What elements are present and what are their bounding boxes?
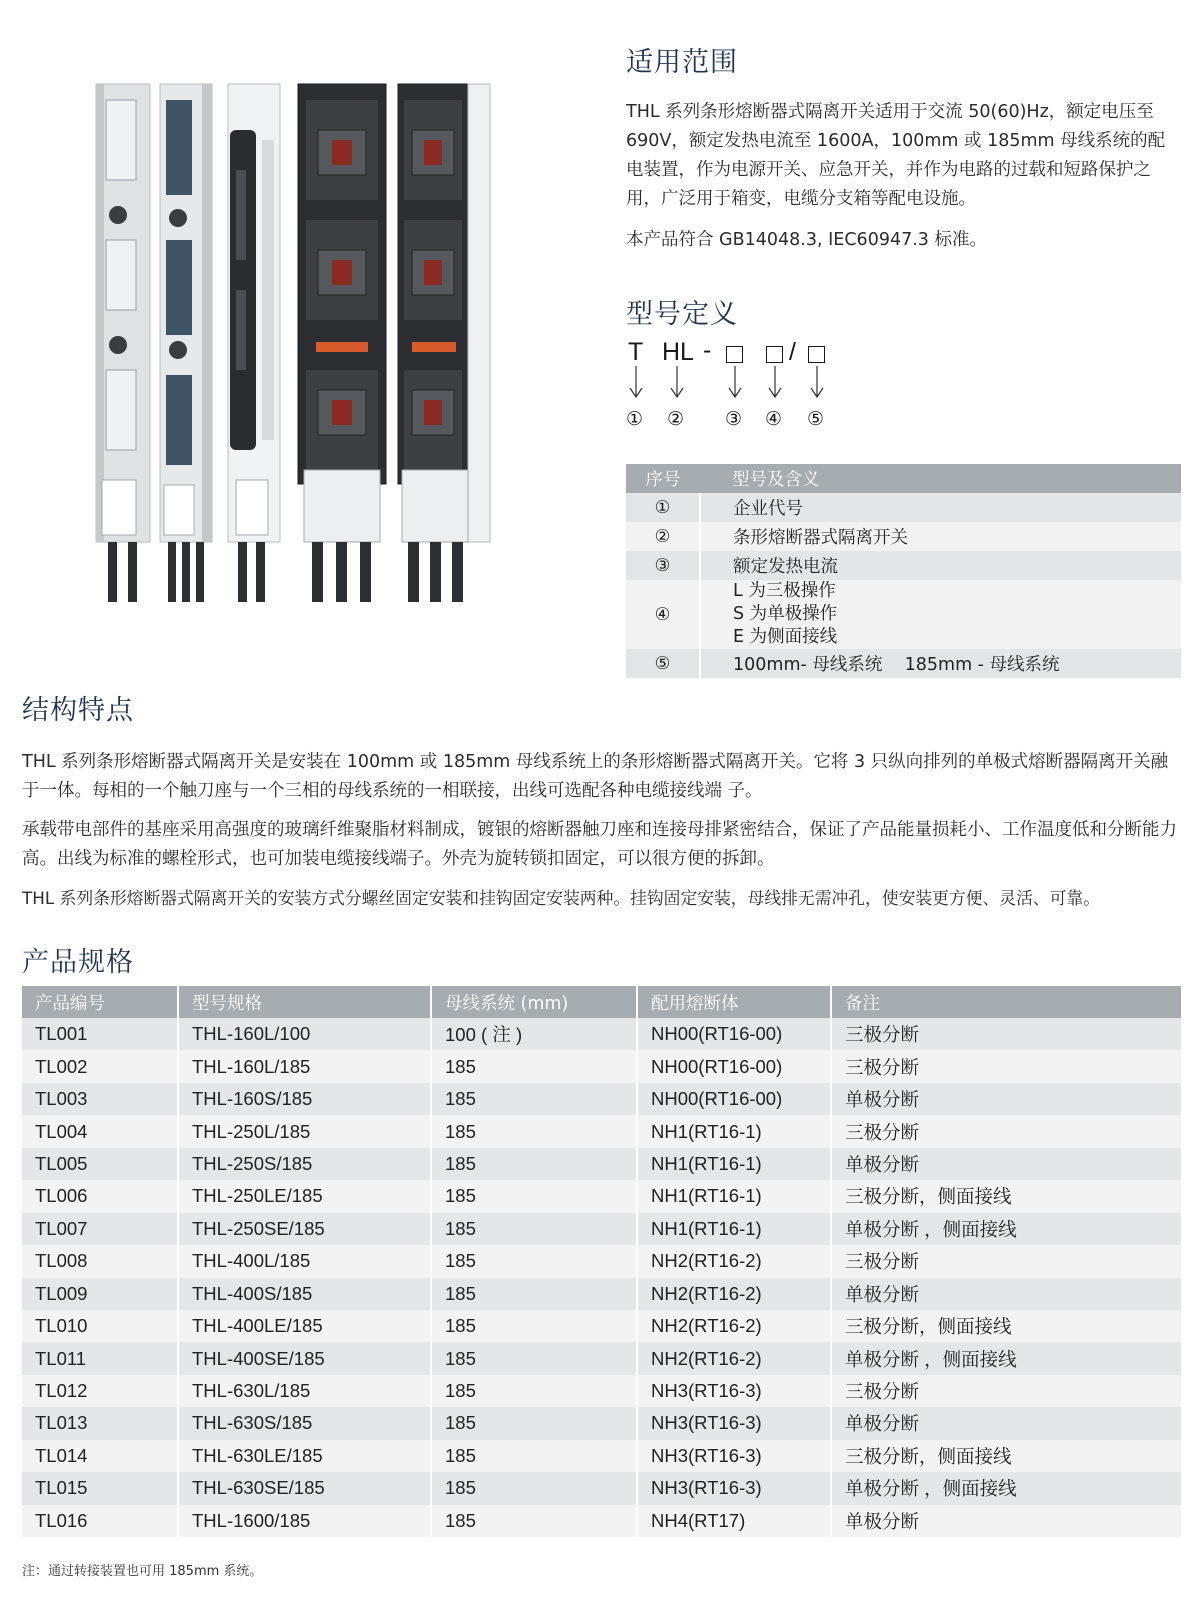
structure-paragraph: THL 系列条形熔断器式隔离开关是安装在 100mm 或 185mm 母线系统上的条形熔断器式隔离开关。它将 3 只纵向排列的单极式熔断器隔离开关融于一体。每相的一个触刀座与一个三相的母线系统的一相联接，出线可选配各种电缆接线端 子。 bbox=[22, 752, 1169, 801]
cell-remark: 三极分断 bbox=[831, 1115, 1181, 1147]
cell-model: THL-400LE/185 bbox=[178, 1310, 431, 1342]
cell-fuse: NH3(RT16-3) bbox=[637, 1407, 831, 1439]
model-char-hl: HL bbox=[662, 338, 694, 366]
cell-busbar: 185 bbox=[431, 1180, 637, 1212]
marker-1: ① bbox=[626, 408, 644, 430]
cell-busbar: 185 bbox=[431, 1342, 637, 1374]
cell-model: THL-400SE/185 bbox=[178, 1342, 431, 1374]
cell-fuse: NH00(RT16-00) bbox=[637, 1050, 831, 1082]
row-meaning: 企业代号 bbox=[700, 493, 1181, 522]
scope-paragraph: THL 系列条形熔断器式隔离开关适用于交流 50(60)Hz，额定电压至 690V，额定发热电流至 1600A，100mm 或 185mm 母线系统的配电装置，作为电源开关、应急开关，并作为电路的过载和短路保护之用，广泛用于箱变，电缆分支箱等配电设施。 bbox=[626, 102, 1166, 209]
row-meaning bbox=[700, 580, 1181, 649]
cell-model: THL-1600/185 bbox=[178, 1505, 431, 1537]
cell-remark: 单极分断 bbox=[831, 1148, 1181, 1180]
table-header-row bbox=[626, 464, 1181, 493]
marker-3: ③ bbox=[725, 408, 743, 430]
footnote: 注：通过转接装置也可用 185mm 系统。 bbox=[22, 1564, 263, 1579]
marker-4: ④ bbox=[765, 408, 783, 430]
cell-remark: 三极分断 bbox=[831, 1245, 1181, 1277]
cell-busbar: 185 bbox=[431, 1505, 637, 1537]
table-row bbox=[22, 1342, 1181, 1374]
cell-model: THL-160S/185 bbox=[178, 1083, 431, 1115]
product-image-1 bbox=[94, 80, 152, 602]
structure-title: 结构特点 bbox=[22, 695, 134, 726]
header-busbar: 母线系统 (mm) bbox=[431, 986, 637, 1018]
cell-model: THL-630LE/185 bbox=[178, 1440, 431, 1472]
down-arrow-icon bbox=[670, 366, 684, 400]
row-meaning: 条形熔断器式隔离开关 bbox=[700, 522, 1181, 551]
cell-product-code: TL003 bbox=[22, 1083, 178, 1115]
table-row bbox=[22, 1407, 1181, 1439]
placeholder-box-4 bbox=[766, 346, 783, 363]
cell-product-code: TL015 bbox=[22, 1472, 178, 1504]
model-title: 型号定义 bbox=[626, 299, 738, 330]
cell-product-code: TL009 bbox=[22, 1278, 178, 1310]
table-row bbox=[626, 522, 1181, 551]
marker-5: ⑤ bbox=[807, 408, 825, 430]
table-row bbox=[22, 1440, 1181, 1472]
cell-model: THL-160L/185 bbox=[178, 1050, 431, 1082]
model-definition-table bbox=[626, 464, 1181, 678]
cell-product-code: TL014 bbox=[22, 1440, 178, 1472]
cell-fuse: NH1(RT16-1) bbox=[637, 1115, 831, 1147]
cell-remark: 单极分断 ，侧面接线 bbox=[831, 1213, 1181, 1245]
cell-remark: 三极分断，侧面接线 bbox=[831, 1310, 1181, 1342]
header-cell: 序号 bbox=[626, 464, 700, 493]
row-meaning: 额定发热电流 bbox=[700, 551, 1181, 580]
structure-text bbox=[22, 748, 1182, 913]
down-arrow-icon bbox=[629, 366, 643, 400]
cell-remark: 三极分断，侧面接线 bbox=[831, 1440, 1181, 1472]
placeholder-box-5 bbox=[808, 346, 825, 363]
cell-busbar: 185 bbox=[431, 1278, 637, 1310]
scope-title: 适用范围 bbox=[626, 47, 738, 78]
cell-busbar: 185 bbox=[431, 1148, 637, 1180]
standard-paragraph: 本产品符合 GB14048.3, IEC60947.3 标准。 bbox=[626, 230, 987, 250]
cell-fuse: NH3(RT16-3) bbox=[637, 1440, 831, 1472]
cell-product-code: TL013 bbox=[22, 1407, 178, 1439]
row-number: ② bbox=[626, 522, 700, 551]
meaning-line: S 为单极操作 bbox=[733, 604, 838, 624]
table-row bbox=[22, 1375, 1181, 1407]
table-row bbox=[22, 1213, 1181, 1245]
cell-busbar: 185 bbox=[431, 1375, 637, 1407]
cell-fuse: NH2(RT16-2) bbox=[637, 1245, 831, 1277]
spec-table-body bbox=[22, 1018, 1181, 1537]
table-row bbox=[22, 1083, 1181, 1115]
product-image-2 bbox=[158, 80, 216, 602]
cell-remark: 单极分断 bbox=[831, 1083, 1181, 1115]
table-row bbox=[22, 1310, 1181, 1342]
down-arrow-icon bbox=[728, 366, 742, 400]
cell-fuse: NH1(RT16-1) bbox=[637, 1213, 831, 1245]
cell-model: THL-250LE/185 bbox=[178, 1180, 431, 1212]
product-spec-table bbox=[22, 986, 1181, 1537]
cell-fuse: NH3(RT16-3) bbox=[637, 1472, 831, 1504]
cell-fuse: NH00(RT16-00) bbox=[637, 1083, 831, 1115]
meaning-line: L 为三极操作 bbox=[733, 581, 836, 601]
table-row bbox=[22, 1180, 1181, 1212]
product-image-5 bbox=[396, 80, 492, 602]
cell-fuse: NH2(RT16-2) bbox=[637, 1278, 831, 1310]
cell-remark: 单极分断 ，侧面接线 bbox=[831, 1472, 1181, 1504]
cell-product-code: TL012 bbox=[22, 1375, 178, 1407]
cell-product-code: TL005 bbox=[22, 1148, 178, 1180]
table-row bbox=[22, 1278, 1181, 1310]
table-row bbox=[626, 493, 1181, 522]
row-meaning: 100mm- 母线系统 185mm - 母线系统 bbox=[700, 649, 1181, 678]
cell-product-code: TL002 bbox=[22, 1050, 178, 1082]
cell-model: THL-250S/185 bbox=[178, 1148, 431, 1180]
placeholder-box-3 bbox=[726, 346, 743, 363]
row-number: ① bbox=[626, 493, 700, 522]
table-row bbox=[626, 580, 1181, 649]
table-row bbox=[22, 1115, 1181, 1147]
cell-remark: 三极分断 bbox=[831, 1375, 1181, 1407]
row-number: ③ bbox=[626, 551, 700, 580]
table-row bbox=[22, 1505, 1181, 1537]
header-remark: 备注 bbox=[831, 986, 1181, 1018]
cell-busbar: 185 bbox=[431, 1213, 637, 1245]
cell-fuse: NH4(RT17) bbox=[637, 1505, 831, 1537]
cell-busbar: 185 bbox=[431, 1310, 637, 1342]
product-image-4 bbox=[296, 80, 388, 602]
table-row bbox=[626, 551, 1181, 580]
cell-busbar: 185 bbox=[431, 1083, 637, 1115]
structure-paragraph: THL 系列条形熔断器式隔离开关的安装方式分螺丝固定安装和挂钩固定安装两种。挂钩固定安装，母线排无需冲孔，使安装更方便、灵活、可靠。 bbox=[22, 888, 1100, 908]
model-char-slash: / bbox=[789, 338, 796, 366]
structure-paragraph: 承载带电部件的基座采用高强度的玻璃纤维聚脂材料制成，镀银的熔断器触刀座和连接母排紧密结合，保证了产品能量损耗小、工作温度低和分断能力高。出线为标准的螺栓形式，也可加装电缆接线端子。外壳为旋转锁扣固定，可以很方便的拆卸。 bbox=[22, 820, 1177, 869]
down-arrow-icon bbox=[810, 366, 824, 400]
marker-2: ② bbox=[667, 408, 685, 430]
row-number: ④ bbox=[626, 580, 700, 649]
product-photos bbox=[90, 80, 510, 602]
cell-remark: 单极分断 bbox=[831, 1407, 1181, 1439]
cell-product-code: TL010 bbox=[22, 1310, 178, 1342]
cell-fuse: NH1(RT16-1) bbox=[637, 1180, 831, 1212]
cell-model: THL-250SE/185 bbox=[178, 1213, 431, 1245]
header-model: 型号规格 bbox=[178, 986, 431, 1018]
product-image-3 bbox=[222, 80, 284, 602]
cell-model: THL-400L/185 bbox=[178, 1245, 431, 1277]
cell-remark: 单极分断 bbox=[831, 1505, 1181, 1537]
cell-busbar: 185 bbox=[431, 1407, 637, 1439]
cell-remark: 单极分断 bbox=[831, 1278, 1181, 1310]
cell-busbar: 185 bbox=[431, 1115, 637, 1147]
table-row bbox=[22, 1148, 1181, 1180]
cell-product-code: TL004 bbox=[22, 1115, 178, 1147]
cell-model: THL-400S/185 bbox=[178, 1278, 431, 1310]
cell-product-code: TL006 bbox=[22, 1180, 178, 1212]
row-number: ⑤ bbox=[626, 649, 700, 678]
meaning-line: E 为侧面接线 bbox=[733, 627, 838, 647]
cell-model: THL-160L/100 bbox=[178, 1018, 431, 1050]
cell-model: THL-630SE/185 bbox=[178, 1472, 431, 1504]
cell-fuse: NH3(RT16-3) bbox=[637, 1375, 831, 1407]
cell-busbar: 185 bbox=[431, 1472, 637, 1504]
model-code-diagram bbox=[626, 336, 866, 436]
cell-fuse: NH00(RT16-00) bbox=[637, 1018, 831, 1050]
cell-remark: 三极分断 bbox=[831, 1050, 1181, 1082]
cell-busbar: 185 bbox=[431, 1245, 637, 1277]
cell-product-code: TL001 bbox=[22, 1018, 178, 1050]
cell-model: THL-250L/185 bbox=[178, 1115, 431, 1147]
cell-busbar: 100 ( 注 ) bbox=[431, 1018, 637, 1050]
specs-title: 产品规格 bbox=[22, 947, 134, 978]
cell-fuse: NH1(RT16-1) bbox=[637, 1148, 831, 1180]
down-arrow-icon bbox=[768, 366, 782, 400]
header-product-code: 产品编号 bbox=[22, 986, 178, 1018]
cell-fuse: NH2(RT16-2) bbox=[637, 1310, 831, 1342]
cell-remark: 单极分断 ，侧面接线 bbox=[831, 1342, 1181, 1374]
cell-remark: 三极分断，侧面接线 bbox=[831, 1180, 1181, 1212]
cell-fuse: NH2(RT16-2) bbox=[637, 1342, 831, 1374]
cell-model: THL-630L/185 bbox=[178, 1375, 431, 1407]
cell-model: THL-630S/185 bbox=[178, 1407, 431, 1439]
cell-product-code: TL008 bbox=[22, 1245, 178, 1277]
model-char-t: T bbox=[628, 338, 644, 366]
cell-busbar: 185 bbox=[431, 1050, 637, 1082]
header-cell: 型号及含义 bbox=[700, 464, 1181, 493]
model-char-dash: - bbox=[703, 336, 712, 364]
table-row bbox=[22, 1472, 1181, 1504]
table-row bbox=[22, 1050, 1181, 1082]
table-row bbox=[22, 1018, 1181, 1050]
header-fuse: 配用熔断体 bbox=[637, 986, 831, 1018]
cell-product-code: TL016 bbox=[22, 1505, 178, 1537]
spec-header-row bbox=[22, 986, 1181, 1018]
table-row bbox=[22, 1245, 1181, 1277]
cell-product-code: TL007 bbox=[22, 1213, 178, 1245]
cell-busbar: 185 bbox=[431, 1440, 637, 1472]
cell-remark: 三极分断 bbox=[831, 1018, 1181, 1050]
cell-product-code: TL011 bbox=[22, 1342, 178, 1374]
table-row bbox=[626, 649, 1181, 678]
